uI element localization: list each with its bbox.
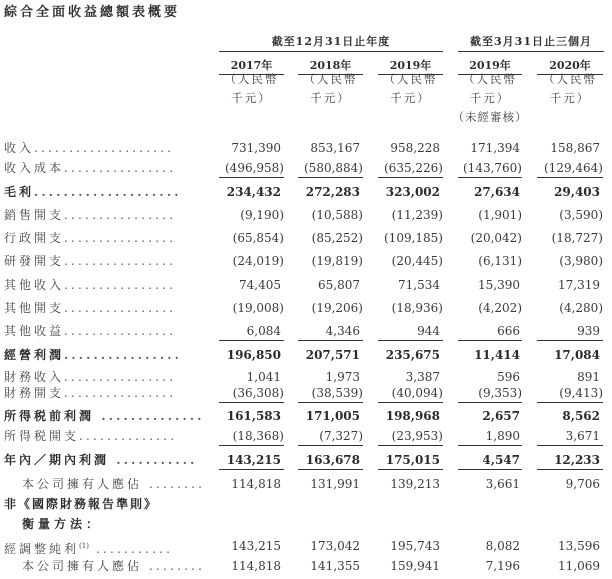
cell: (4,280) xyxy=(559,301,603,315)
unit-line1: （人民幣 xyxy=(543,72,597,86)
table-row-other-expenses xyxy=(0,299,612,319)
cell: 171,005 xyxy=(305,409,360,423)
unit-note-col1 xyxy=(219,70,284,108)
table-row-adjusted-attributable-to-owners xyxy=(0,557,612,577)
cell: (9,413) xyxy=(537,384,603,403)
cell: (1,901) xyxy=(478,208,522,222)
unit-line1: （人民幣 xyxy=(224,72,279,86)
table-row-operating-profit xyxy=(0,346,612,366)
cell: 159,941 xyxy=(390,559,440,573)
cell: (20,042) xyxy=(470,231,522,245)
table-row-admin-expenses xyxy=(0,229,612,249)
row-label: 毛利.................... xyxy=(4,185,182,199)
unit-line2: 千元） xyxy=(549,91,591,105)
cell: (36,308) xyxy=(219,384,284,403)
table-row-income-tax-expense xyxy=(0,427,612,447)
cell: 207,571 xyxy=(305,348,360,362)
cell: (11,239) xyxy=(391,208,443,222)
cell: 2,657 xyxy=(482,409,520,423)
cell: 17,084 xyxy=(554,348,600,362)
cell: 3,661 xyxy=(485,477,520,491)
group-header-three-months: 截至3月31日止三個月 xyxy=(458,33,604,52)
cell: 272,283 xyxy=(305,185,360,199)
row-label: 研發開支................ xyxy=(4,254,177,268)
row-label: 其他開支................ xyxy=(4,301,177,315)
cell: 114,818 xyxy=(231,477,281,491)
row-label: 銷售開支................ xyxy=(4,208,177,222)
cell: (3,980) xyxy=(559,254,603,268)
table-row-non-ifrs-heading xyxy=(0,495,612,515)
cell: 596 xyxy=(497,370,520,384)
cell: 891 xyxy=(577,370,600,384)
page-title: 綜合全面收益總額表概要 xyxy=(4,5,181,20)
cell: (20,445) xyxy=(391,254,443,268)
cell: 1,041 xyxy=(246,370,281,384)
row-label: 本公司擁有人應佔 ........ xyxy=(22,477,206,491)
cell: (85,252) xyxy=(311,231,363,245)
cell: 12,233 xyxy=(537,451,603,470)
row-label: 財務收入................ xyxy=(4,370,177,384)
cell: 666 xyxy=(458,322,522,341)
cell: 173,042 xyxy=(310,539,360,553)
row-label: 收入成本................ xyxy=(4,161,177,175)
cell: 143,215 xyxy=(231,539,281,553)
col-head-2017: 2017年 xyxy=(219,57,284,75)
unit-line1: （人民幣 xyxy=(463,72,517,86)
cell: (496,958) xyxy=(219,159,284,178)
row-label: 行政開支................ xyxy=(4,231,177,245)
cell: 234,432 xyxy=(226,185,281,199)
cell: (19,008) xyxy=(232,301,284,315)
cell: 3,671 xyxy=(537,427,603,446)
cell: 161,583 xyxy=(226,409,281,423)
cell: 944 xyxy=(378,322,443,341)
section-heading: 衡量方法： xyxy=(22,517,103,531)
row-label: 所得税前利潤 .............. xyxy=(4,409,205,423)
unit-line2: 千元） xyxy=(231,91,272,105)
cell: (19,819) xyxy=(311,254,363,268)
table-row-other-gains xyxy=(0,322,612,342)
row-label: 其他收入................ xyxy=(4,278,177,292)
cell: 27,634 xyxy=(474,185,520,199)
col-head-2020-q1: 2020年 xyxy=(537,57,603,75)
table-row-gross-profit xyxy=(0,183,612,203)
cell: (129,464) xyxy=(537,159,603,178)
cell: 65,807 xyxy=(318,278,360,292)
cell: (18,936) xyxy=(391,301,443,315)
group-header-year: 截至12月31日止年度 xyxy=(219,33,443,52)
cell: 958,228 xyxy=(390,141,440,155)
cell: 235,675 xyxy=(385,348,440,362)
row-label: 年內／期內利潤 ........... xyxy=(4,453,198,467)
cell: (143,760) xyxy=(458,159,522,178)
cell: 939 xyxy=(537,322,603,341)
cell: 8,082 xyxy=(485,539,520,553)
cell: (9,353) xyxy=(458,384,522,403)
cell: 1,973 xyxy=(325,370,360,384)
table-row-measures-heading xyxy=(0,515,612,535)
cell: (635,226) xyxy=(378,159,443,178)
row-label: 所得税開支.............. xyxy=(4,429,178,443)
unit-line1: （人民幣 xyxy=(383,72,438,86)
cell: 71,534 xyxy=(398,278,440,292)
cell: (38,539) xyxy=(298,384,363,403)
col-head-2019: 2019年 xyxy=(378,57,443,75)
unaudited-note: （未經審核） xyxy=(452,110,528,124)
cell: (6,131) xyxy=(478,254,522,268)
table-row-other-income xyxy=(0,276,612,296)
cell: 853,167 xyxy=(310,141,360,155)
table-row-attributable-to-owners xyxy=(0,475,612,495)
cell: 8,562 xyxy=(562,409,600,423)
cell: 158,867 xyxy=(550,141,600,155)
table-row-adjusted-net-profit xyxy=(0,537,612,557)
unit-line2: 千元） xyxy=(310,91,351,105)
unit-line2: 千元） xyxy=(469,91,511,105)
unit-note-col2 xyxy=(298,70,363,108)
col-head-2019-q1: 2019年 xyxy=(458,57,522,75)
cell: 7,196 xyxy=(485,559,520,573)
cell: (580,884) xyxy=(298,159,363,178)
cell: 731,390 xyxy=(231,141,281,155)
table-row-selling-expenses xyxy=(0,206,612,226)
cell: (109,185) xyxy=(384,231,443,245)
row-label: 本公司擁有人應佔 ........ xyxy=(22,559,206,573)
cell: 131,991 xyxy=(310,477,360,491)
cell: 4,346 xyxy=(298,322,363,341)
cell: 11,414 xyxy=(474,348,520,362)
row-label: 財務開支................ xyxy=(4,386,177,400)
row-label: 經調整純利$^{(1)}$ ........... xyxy=(4,542,174,556)
table-row-rnd-expenses xyxy=(0,252,612,272)
table-row-profit-before-tax xyxy=(0,407,612,427)
cell: 29,403 xyxy=(554,185,600,199)
cell: 139,213 xyxy=(390,477,440,491)
unit-note-col5 xyxy=(537,70,603,108)
table-row-cost-of-revenue xyxy=(0,159,612,179)
cell: 195,743 xyxy=(390,539,440,553)
cell: (3,590) xyxy=(559,208,603,222)
row-label: 收入.................... xyxy=(4,141,175,155)
cell: (19,206) xyxy=(311,301,363,315)
cell: 143,215 xyxy=(219,451,284,470)
cell: 1,890 xyxy=(458,427,522,446)
unit-note-col4 xyxy=(452,70,528,127)
cell: 323,002 xyxy=(385,185,440,199)
cell: 15,390 xyxy=(478,278,520,292)
cell: (18,368) xyxy=(219,427,284,446)
cell: 163,678 xyxy=(298,451,363,470)
cell: (10,588) xyxy=(311,208,363,222)
table-row-finance-expenses xyxy=(0,384,612,404)
row-label: 經營利潤................ xyxy=(4,348,183,362)
cell: 114,818 xyxy=(231,559,281,573)
cell: (23,953) xyxy=(378,427,443,446)
cell: 9,706 xyxy=(565,477,600,491)
row-label: 其他收益................ xyxy=(4,324,177,338)
cell: (9,190) xyxy=(240,208,284,222)
cell: 196,850 xyxy=(226,348,281,362)
section-heading: 非《國際財務報告準則》 xyxy=(4,497,159,511)
cell: (65,854) xyxy=(232,231,284,245)
cell: 11,069 xyxy=(558,559,600,573)
cell: 171,394 xyxy=(470,141,520,155)
cell: 74,405 xyxy=(239,278,281,292)
col-head-2018: 2018年 xyxy=(298,57,363,75)
unit-note-col3 xyxy=(378,70,443,108)
cell: (7,327) xyxy=(298,427,363,446)
footnote-marker: (1) xyxy=(79,542,89,550)
cell: 3,387 xyxy=(405,370,440,384)
table-row-revenue xyxy=(0,139,612,159)
cell: 175,015 xyxy=(378,451,443,470)
cell: (4,202) xyxy=(478,301,522,315)
cell: 17,319 xyxy=(558,278,600,292)
cell: (18,727) xyxy=(551,231,603,245)
cell: (40,094) xyxy=(378,384,443,403)
cell: 141,355 xyxy=(310,559,360,573)
cell: 4,547 xyxy=(458,451,522,470)
cell: (24,019) xyxy=(232,254,284,268)
unit-line2: 千元） xyxy=(390,91,431,105)
unit-line1: （人民幣 xyxy=(303,72,358,86)
cell: 198,968 xyxy=(385,409,440,423)
cell: 6,084 xyxy=(219,322,284,341)
cell: 13,596 xyxy=(558,539,600,553)
table-row-profit-for-period xyxy=(0,451,612,471)
